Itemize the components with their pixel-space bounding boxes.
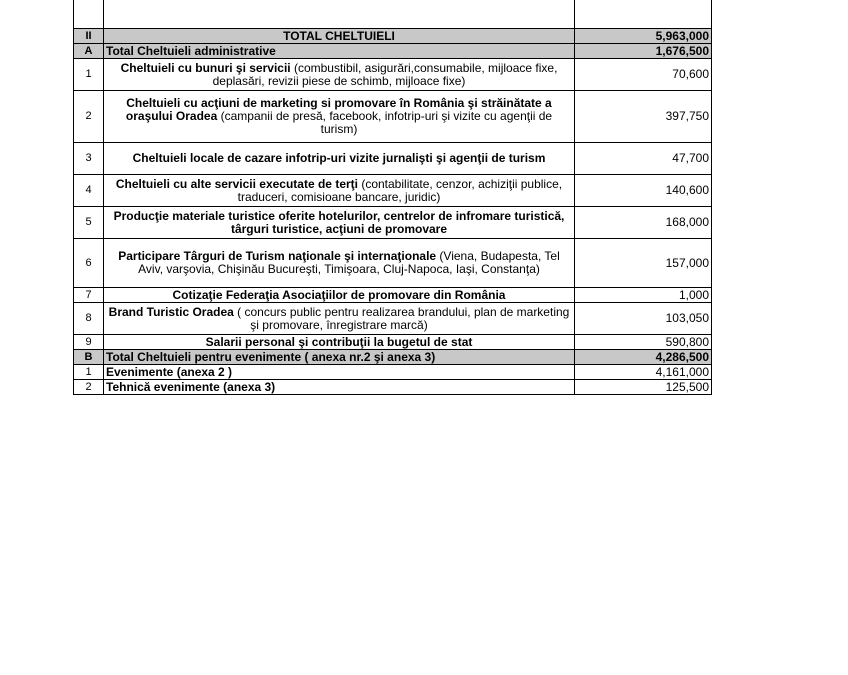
section-b-num: B: [74, 350, 104, 365]
row-value: 590,800: [575, 335, 712, 350]
row-desc: [104, 303, 575, 335]
section-a-num: A: [74, 44, 104, 59]
row-num: 9: [74, 335, 104, 350]
cell-empty: [104, 0, 575, 29]
row-value: 103,050: [575, 303, 712, 335]
section-b-value: 4,286,500: [575, 350, 712, 365]
budget-table: [73, 0, 712, 395]
row-num: 2: [74, 91, 104, 143]
total-num: II: [74, 29, 104, 44]
row-desc-bold: Participare Târguri de Turism naţionale şi internaţionale: [118, 249, 437, 263]
table-row: [74, 91, 712, 143]
table-top-row: [74, 0, 712, 29]
row-desc-bold: Cheltuieli locale de cazare infotrip-uri vizite jurnalişti şi agenţii de turism: [132, 151, 546, 165]
row-desc-rest: (combustibil, asigurări,consumabile, mijloace fixe, deplasări, revizii piese de schimb, mijloace fixe): [212, 60, 558, 88]
table-row: [74, 207, 712, 239]
table-row: [74, 59, 712, 91]
table-row: [74, 303, 712, 335]
row-num: 1: [74, 59, 104, 91]
row-desc-bold: Cheltuieli cu bunuri şi servicii: [120, 60, 291, 75]
table-row: [74, 143, 712, 175]
row-desc: [104, 335, 575, 350]
row-desc-bold: Cheltuieli cu acţiuni de marketing si promovare în România şi străinătate a oraşului Oradea: [125, 96, 552, 123]
row-value: 157,000: [575, 239, 712, 288]
table-row: [74, 335, 712, 350]
row-desc: [104, 239, 575, 288]
row-desc-rest: ( concurs public pentru realizarea brandului, plan de marketing şi promovare, înregistrare marcă): [233, 304, 570, 332]
row-desc: [104, 59, 575, 91]
total-label: TOTAL CHELTUIELI: [104, 29, 575, 44]
row-desc: [104, 91, 575, 143]
row-num: 5: [74, 207, 104, 239]
row-desc-bold: Cheltuieli cu alte servicii executate de terţi: [115, 176, 358, 191]
row-num: 1: [74, 365, 104, 380]
table-row: [74, 239, 712, 288]
row-num: 6: [74, 239, 104, 288]
row-desc-bold: Producţie materiale turistice oferite hotelurilor, centrelor de infromare turistică, târguri turistice, acţiuni de promovare: [113, 208, 565, 236]
row-desc: [104, 175, 575, 207]
row-desc: [104, 143, 575, 175]
row-value: 1,000: [575, 288, 712, 303]
table-row: [74, 380, 712, 395]
row-num: 4: [74, 175, 104, 207]
row-desc: [104, 288, 575, 303]
total-value: 5,963,000: [575, 29, 712, 44]
row-num: 8: [74, 303, 104, 335]
row-value: 140,600: [575, 175, 712, 207]
section-b-row: [74, 350, 712, 365]
row-desc-bold: Cotizaţie Federaţia Asociaţiilor de promovare din România: [172, 287, 506, 302]
section-b-label: Total Cheltuieli pentru evenimente ( anexa nr.2 şi anexa 3): [104, 350, 575, 365]
row-desc: Tehnică evenimente (anexa 3): [104, 380, 575, 395]
row-num: 3: [74, 143, 104, 175]
row-desc: Evenimente (anexa 2 ): [104, 365, 575, 380]
row-num: 7: [74, 288, 104, 303]
row-value: 70,600: [575, 59, 712, 91]
section-a-row: [74, 44, 712, 59]
total-row: [74, 29, 712, 44]
row-desc-rest: (Viena, Budapesta, Tel Aviv, varşovia, Chişinău Bucureşti, Timişoara, Cluj-Napoca, Iaşi, Constanţa): [138, 249, 560, 276]
table-row: [74, 288, 712, 303]
row-value: 47,700: [575, 143, 712, 175]
table-row: [74, 365, 712, 380]
row-desc-rest: (campanii de presă, facebook, infotrip-uri şi vizite cu agenţii de turism): [217, 109, 553, 136]
row-desc: [104, 207, 575, 239]
row-value: 4,161,000: [575, 365, 712, 380]
cell-empty: [575, 0, 712, 29]
row-num: 2: [74, 380, 104, 395]
row-desc-rest: (contabilitate, cenzor, achiziţii publice, traduceri, comisioane bancare, juridic): [237, 176, 563, 204]
row-desc-bold: Brand Turistic Oradea: [108, 304, 234, 319]
section-a-label: Total Cheltuieli administrative: [104, 44, 575, 59]
table-row: [74, 175, 712, 207]
row-value: 168,000: [575, 207, 712, 239]
row-desc-bold: Salarii personal şi contribuţii la bugetul de stat: [205, 334, 473, 349]
row-value: 397,750: [575, 91, 712, 143]
section-a-value: 1,676,500: [575, 44, 712, 59]
cell-empty: [74, 0, 104, 29]
row-value: 125,500: [575, 380, 712, 395]
